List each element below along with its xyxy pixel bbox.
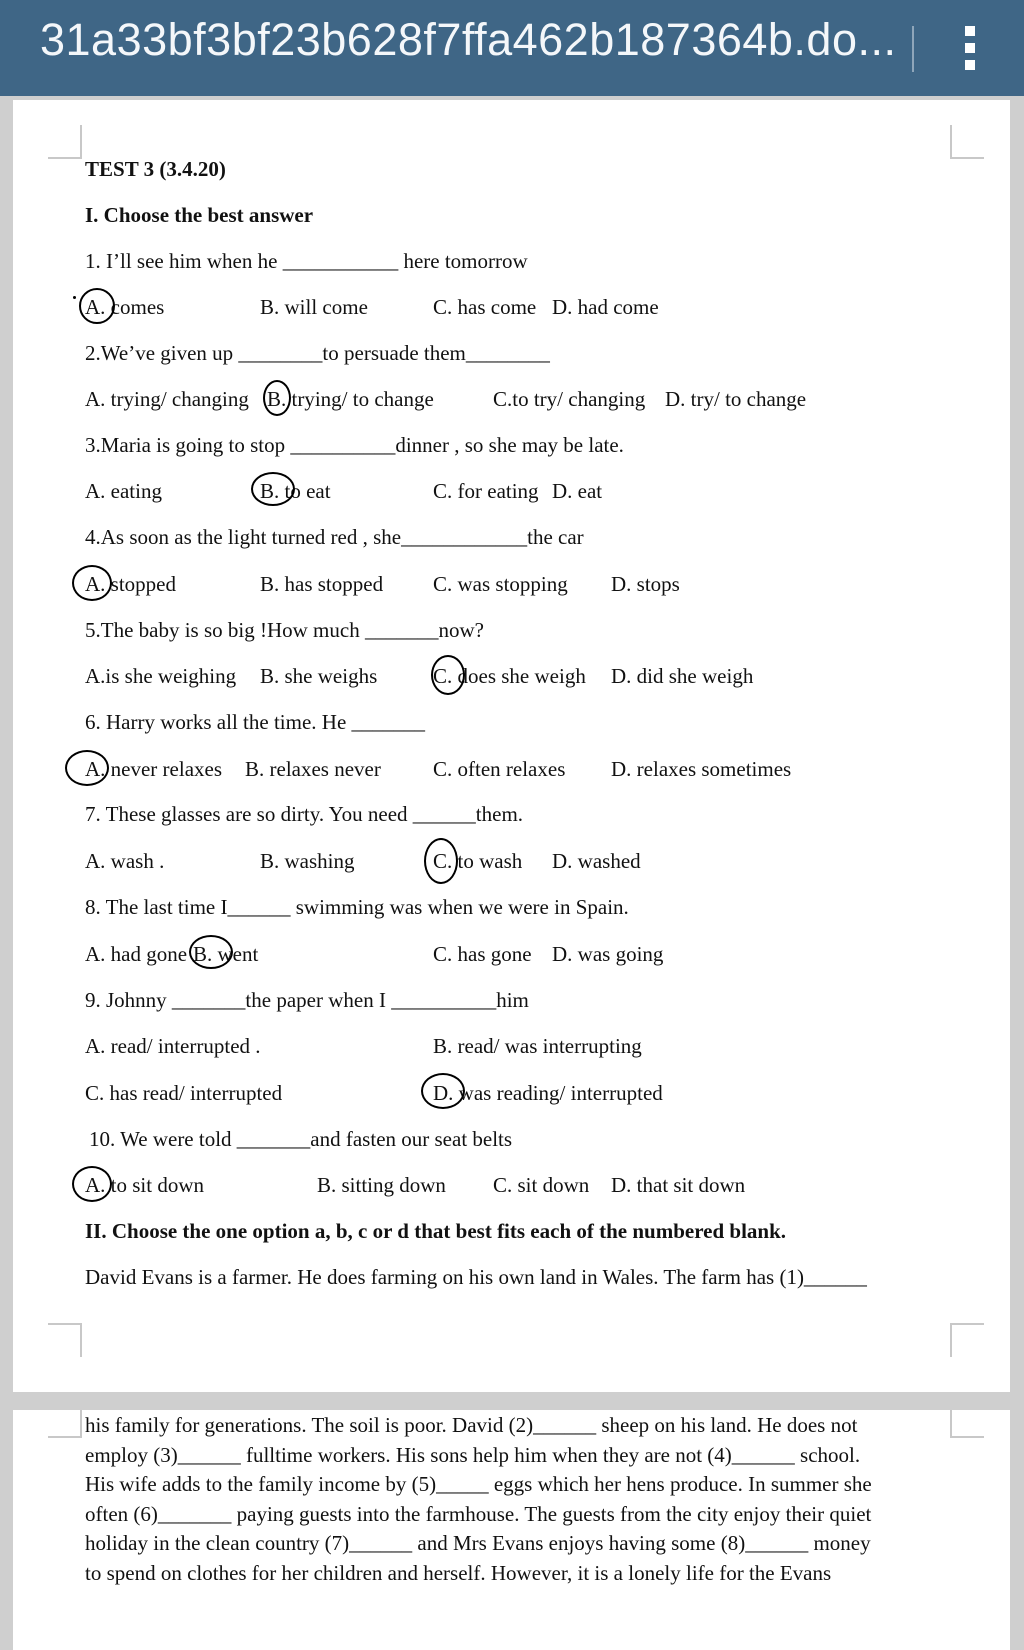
page-corner-mark [48, 1323, 82, 1357]
question-2-stem: 2.We’ve given up ________to persuade them________ [85, 341, 550, 365]
section-2-heading: II. Choose the one option a, b, c or d that best fits each of the numbered blank. [85, 1219, 787, 1243]
more-vert-icon[interactable] [955, 22, 985, 74]
option-b[interactable]: B. washing [260, 849, 355, 873]
option-c[interactable]: C. has come [433, 295, 537, 319]
option-b[interactable]: B. she weighs [260, 664, 378, 688]
option-c[interactable]: C. has gone [433, 942, 532, 966]
app-bar [0, 0, 1024, 96]
option-d[interactable]: D. try/ to change [665, 387, 807, 411]
page-corner-mark [950, 1323, 984, 1357]
option-c[interactable]: C. to wash [433, 849, 523, 873]
answer-circle-mark [65, 750, 109, 786]
answer-circle-mark [263, 380, 291, 416]
option-c[interactable]: C. for eating [433, 479, 539, 503]
option-a[interactable]: A. comes [85, 295, 165, 319]
question-8-stem: 8. The last time I______ swimming was when we were in Spain. [85, 895, 629, 919]
app-bar-divider [912, 26, 914, 72]
option-c[interactable]: C. has read/ interrupted [85, 1081, 283, 1105]
option-a[interactable]: A. stopped [85, 572, 176, 596]
passage-line: his family for generations. The soil is poor. David (2)______ sheep on his land. He does not [85, 1413, 858, 1437]
answer-circle-mark [189, 935, 233, 969]
answer-circle-mark [79, 288, 115, 324]
passage-line: to spend on clothes for her children and herself. However, it is a lonely life for the Evans [85, 1560, 832, 1585]
option-d[interactable]: D. relaxes sometimes [611, 757, 792, 781]
option-b[interactable]: B. sitting down [317, 1173, 446, 1197]
passage-line: His wife adds to the family income by (5)_____ eggs which her hens produce. In summer she [85, 1472, 872, 1496]
page-corner-mark [48, 1410, 82, 1438]
page-corner-mark [950, 1410, 984, 1438]
option-a[interactable]: A. to sit down [85, 1173, 205, 1197]
ink-dot [73, 296, 76, 299]
option-b[interactable]: B. has stopped [260, 572, 384, 596]
option-a[interactable]: A. eating [85, 479, 162, 503]
passage-line: employ (3)______ fulltime workers. His sons help him when they are not (4)______ school. [85, 1442, 861, 1467]
passage-line: holiday in the clean country (7)______ and Mrs Evans enjoys having some (8)______ money [85, 1531, 871, 1555]
option-d[interactable]: D. had come [552, 295, 659, 319]
option-d[interactable]: D. was going [552, 942, 664, 966]
option-c[interactable]: C. sit down [493, 1173, 590, 1197]
page-corner-mark [48, 125, 82, 159]
question-3-stem: 3.Maria is going to stop __________dinner , so she may be late. [85, 433, 624, 457]
question-9-stem: 9. Johnny _______the paper when I __________him [85, 988, 529, 1012]
document-page-1[interactable] [13, 100, 1010, 1392]
option-d[interactable]: D. did she weigh [611, 664, 754, 688]
answer-circle-mark [251, 472, 295, 506]
document-title: 31a33bf3bf23b628f7ffa462b187364b.do... [40, 14, 897, 65]
option-d[interactable]: D. that sit down [611, 1173, 746, 1197]
passage-line: often (6)_______ paying guests into the farmhouse. The guests from the city enjoy their quiet [85, 1501, 872, 1526]
question-10-stem: 10. We were told _______and fasten our seat belts [89, 1127, 513, 1151]
question-1-stem: 1. I’ll see him when he ___________ here tomorrow [85, 249, 528, 273]
option-d[interactable]: D. stops [611, 572, 680, 596]
option-b[interactable]: B. went [193, 942, 259, 966]
option-a[interactable]: A. had gone [85, 942, 188, 966]
question-7-stem: 7. These glasses are so dirty. You need ______them. [85, 802, 524, 826]
option-c[interactable]: C. was stopping [433, 572, 568, 596]
option-c[interactable]: C. often relaxes [433, 757, 566, 781]
answer-circle-mark [424, 838, 458, 884]
option-a[interactable]: A. read/ interrupted . [85, 1034, 261, 1058]
option-b[interactable]: B. relaxes never [245, 757, 381, 781]
question-6-stem: 6. Harry works all the time. He _______ [85, 710, 426, 734]
document-page-2[interactable] [13, 1410, 1010, 1650]
option-c[interactable]: C.to try/ changing [493, 387, 646, 411]
option-a[interactable]: A. trying/ changing [85, 387, 249, 411]
passage-paragraph [85, 1411, 955, 1588]
option-c[interactable]: C. does she weigh [433, 664, 586, 688]
question-5-stem: 5.The baby is so big !How much _______now? [85, 618, 484, 642]
passage-line: David Evans is a farmer. He does farming on his own land in Wales. The farm has (1)______ [85, 1265, 867, 1289]
option-a[interactable]: A. wash . [85, 849, 165, 873]
option-d[interactable]: D. washed [552, 849, 641, 873]
answer-circle-mark [431, 655, 465, 695]
option-a[interactable]: A. never relaxes [85, 757, 223, 781]
option-d[interactable]: D. eat [552, 479, 603, 503]
option-b[interactable]: B. read/ was interrupting [433, 1034, 642, 1058]
option-a[interactable]: A.is she weighing [85, 664, 237, 688]
option-b[interactable]: B. will come [260, 295, 368, 319]
option-d[interactable]: D. was reading/ interrupted [433, 1081, 663, 1105]
question-4-stem: 4.As soon as the light turned red , she____________the car [85, 525, 584, 549]
option-b[interactable]: B. trying/ to change [267, 387, 434, 411]
option-b[interactable]: B. to eat [260, 479, 331, 503]
answer-circle-mark [421, 1073, 465, 1109]
page-corner-mark [950, 125, 984, 159]
answer-circle-mark [72, 565, 112, 601]
answer-circle-mark [72, 1166, 112, 1202]
section-1-heading: I. Choose the best answer [85, 203, 314, 227]
test-title: TEST 3 (3.4.20) [85, 157, 226, 181]
